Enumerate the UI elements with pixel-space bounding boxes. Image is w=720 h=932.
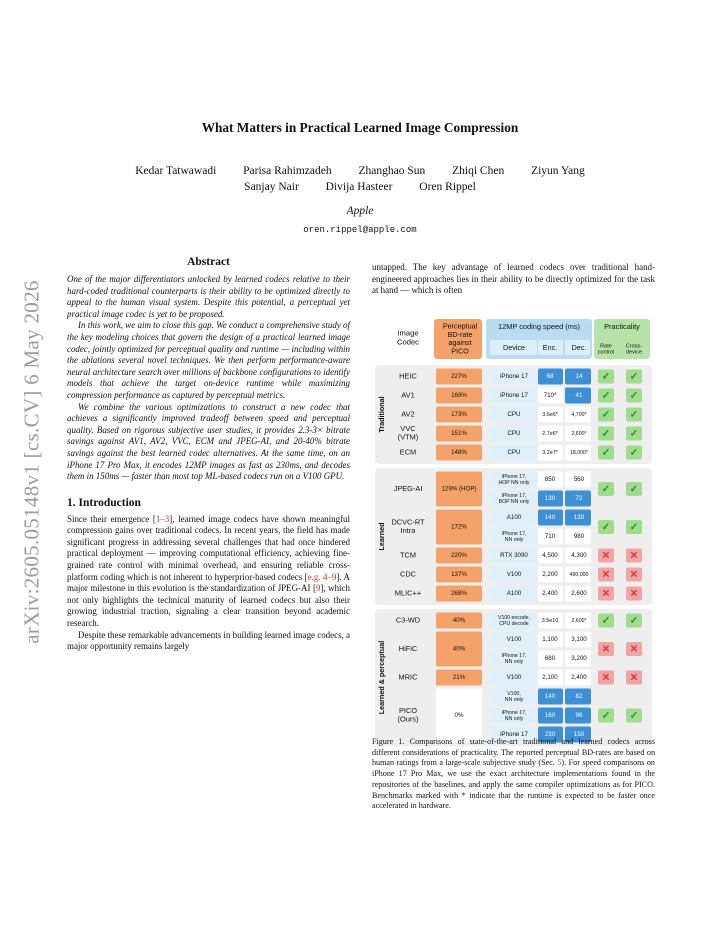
cross-icon: ✕	[629, 588, 639, 600]
codec-name: MLIC++	[394, 588, 422, 598]
device-name: V100	[506, 674, 522, 682]
group-label: Traditional	[376, 396, 386, 433]
bd-rate-value: 40%	[452, 645, 466, 653]
enc-value: 140	[544, 514, 556, 522]
dec-value: 150	[573, 731, 585, 739]
device-name: CPU decode	[499, 620, 529, 627]
author: Kedar Tatwawadi	[135, 165, 217, 177]
arxiv-sidebar-id	[14, 262, 50, 662]
text-run: ). For speed comparisons on iPhone 17 Pro Max, we use the exact architecture implementations found in the repositories of the baselines, and apply the same compiler optimizations as for PICO. Benchmarks marked with * indicate that the runtime is expected to be faster once accelerated in hardware.	[372, 758, 655, 811]
device-name: V100 encode,	[497, 614, 531, 621]
codec-name: AV1	[401, 390, 415, 400]
bd-rate-value: 172%	[451, 523, 467, 531]
enc-value: 2,200	[542, 571, 558, 579]
dec-value: 96	[575, 712, 583, 720]
dec-value: 41	[575, 392, 583, 400]
codec-name: Intra	[400, 526, 416, 536]
abstract-heading: Abstract	[187, 256, 230, 268]
dec-value: 2,400	[571, 674, 587, 682]
device-name: V100	[506, 571, 522, 579]
check-icon: ✓	[601, 409, 611, 421]
text-run: ], learned image codecs have shown meaningful compression gains over traditional codecs. In recent years, the field has made significant progress in addressing several challenges that had once hindered practical deployment — improving computational efficiency, achieving fine-grained rate control with minimal overhead, and ensuring reliable cross-platform coding which is not inherent to hyperprior-based codecs [	[67, 513, 351, 582]
check-icon: ✓	[601, 390, 611, 402]
author: Zhanghao Sun	[358, 165, 426, 177]
device-header: Device	[503, 342, 525, 352]
cross-device-header: device	[625, 349, 643, 356]
codec-name: VVC	[400, 424, 416, 434]
enc-value: 2,400	[542, 590, 558, 598]
dec-value: 4,300	[571, 552, 587, 560]
contact-email[interactable]: oren.rippel@apple.com	[303, 225, 417, 235]
bd-rate-header: Perceptual	[442, 321, 478, 331]
cross-icon: ✕	[601, 672, 611, 684]
author: Sanjay Nair	[244, 181, 299, 193]
device-name: iPhone 17,	[501, 709, 527, 716]
bd-rate-value: 0%	[454, 712, 464, 720]
rate-control-header: control	[597, 349, 615, 356]
device-name: iPhone 17,	[501, 492, 527, 499]
bd-rate-value: 40%	[452, 617, 466, 625]
device-name: CPU	[507, 449, 521, 457]
comparison-table-figure	[372, 314, 655, 739]
cross-icon: ✕	[601, 644, 611, 656]
check-icon: ✓	[601, 615, 611, 627]
check-icon: ✓	[629, 710, 639, 722]
abstract-paragraph: In this work, we aim to close this gap. We conduct a comprehensive study of the key modeling choices that govern the design of a practical learned image codec, jointly optimized for perceptual quality and runtime — including within the ablations several novel techniques. We then perform performance-aware neural architecture search over millions of backbone configurations to identify models that achieve the target on-device runtime while maximizing compression performance as captured by perceptual metrics.	[67, 320, 350, 400]
codec-name: AV2	[401, 409, 415, 419]
author-line-2	[60, 179, 660, 195]
check-icon: ✓	[601, 522, 611, 534]
rate-control-header: Rate	[600, 343, 612, 350]
figure-1	[372, 314, 655, 739]
device-name: A100	[506, 514, 522, 522]
dec-value: 14	[575, 373, 583, 381]
bd-rate-value: 173%	[451, 411, 467, 419]
dec-value: 82	[575, 693, 583, 701]
bd-rate-header: PICO	[451, 346, 469, 356]
dec-header: Dec.	[571, 342, 587, 352]
dec-value: 18,000*	[570, 449, 588, 456]
enc-value: 850	[544, 476, 556, 484]
bd-rate-value: 151%	[451, 430, 467, 438]
device-name: BOP NN only	[498, 498, 530, 505]
bd-rate-value: 268%	[451, 590, 467, 598]
author: Parisa Rahimzadeh	[243, 165, 332, 177]
codec-name: CDC	[399, 569, 417, 579]
enc-value: 1,100	[542, 636, 558, 644]
intro-paragraph-continued: untapped. The key advantage of learned codecs over traditional hand-engineered approaches lies in their ability to be directly optimized for the task at hand — which is often	[372, 262, 655, 296]
right-column	[372, 262, 655, 297]
enc-value: 2,100	[542, 674, 558, 682]
bd-rate-value: 21%	[452, 674, 466, 682]
abstract-section	[67, 256, 350, 483]
cross-icon: ✕	[601, 588, 611, 600]
device-name: HOP NN only	[498, 479, 530, 486]
arxiv-id-text: arXiv:2605.05148v1 [cs.CV] 6 May 2026	[19, 280, 44, 644]
codec-name: TCM	[399, 550, 417, 560]
enc-value: 230	[544, 731, 556, 739]
left-column	[67, 256, 350, 653]
device-name: iPhone 17,	[501, 473, 527, 480]
bd-rate-header: against	[448, 338, 472, 348]
check-icon: ✓	[629, 409, 639, 421]
enc-value: 710	[544, 533, 556, 541]
device-name: A100	[506, 590, 522, 598]
dec-value: 130	[573, 514, 585, 522]
author: Divija Hasteer	[325, 181, 393, 193]
cross-device-header: Cross-	[625, 343, 643, 350]
bd-rate-value: 137%	[451, 571, 467, 579]
enc-value: 68	[546, 373, 554, 381]
check-icon: ✓	[629, 615, 639, 627]
bd-rate-value: 129% (HOP)	[441, 485, 477, 493]
speed-header: 12MP coding speed (ms)	[497, 321, 581, 331]
dec-value: 560	[573, 476, 585, 484]
device-name: iPhone 17,	[501, 530, 527, 537]
device-name: CPU	[507, 430, 521, 438]
device-name: NN only	[504, 696, 524, 703]
enc-value: 680	[544, 655, 556, 663]
bd-rate-header: BD-rate	[447, 329, 473, 339]
check-icon: ✓	[601, 447, 611, 459]
cross-icon: ✕	[601, 569, 611, 581]
author-list	[60, 163, 660, 195]
dec-value: 72	[575, 495, 583, 503]
dec-value: 3,200	[571, 655, 587, 663]
device-name: iPhone 17	[500, 373, 528, 381]
check-icon: ✓	[629, 447, 639, 459]
affiliation: Apple	[346, 205, 374, 217]
cross-icon: ✕	[629, 672, 639, 684]
check-icon: ✓	[629, 428, 639, 440]
codec-name: ECM	[399, 447, 417, 457]
author-line-1	[60, 163, 660, 179]
device-name: V100,	[507, 690, 521, 697]
enc-value: 710*	[543, 392, 557, 400]
dec-value: 3,100	[571, 636, 587, 644]
enc-value: 130	[544, 495, 556, 503]
author: Oren Rippel	[419, 181, 476, 193]
device-name: iPhone 17,	[501, 652, 527, 659]
enc-value: 3.5e10	[541, 617, 559, 624]
check-icon: ✓	[601, 371, 611, 383]
dec-value: 2,600*	[571, 617, 587, 624]
check-icon: ✓	[601, 484, 611, 496]
enc-value: 160	[544, 712, 556, 720]
citation-link[interactable]: e.g. 4–9	[307, 571, 337, 582]
section-heading-introduction: 1. Introduction	[67, 496, 141, 509]
bd-rate-value: 169%	[451, 392, 467, 400]
device-name: V100	[506, 636, 522, 644]
dec-value: 4,700*	[571, 411, 587, 418]
citation-link[interactable]: 9	[315, 583, 321, 594]
bd-rate-value: 227%	[451, 373, 467, 381]
device-name: NN only	[504, 715, 524, 722]
enc-value: 3.6e6*	[542, 411, 558, 418]
check-icon: ✓	[629, 390, 639, 402]
bd-rate-value: 220%	[451, 552, 467, 560]
text-run: Figure 1. Comparisons of state-of-the-art traditional and learned codecs across different considerations of practicality. The reported perceptual BD-rates are based on human ratings from a large-scale subjective study (Sec.	[372, 737, 655, 768]
text-run: ], which not only highlights the technical maturity of learned codecs but also their growing industrial traction, signaling a clear transition beyond academic research.	[67, 583, 350, 629]
enc-value: 3.2e7*	[542, 449, 558, 456]
citation-link[interactable]: 5	[557, 758, 562, 768]
paper-title: What Matters in Practical Learned Image Compression	[201, 120, 519, 135]
codec-name: JPEG-AI	[393, 483, 423, 493]
dec-value: 490,000	[569, 571, 589, 578]
group-label: Learned	[376, 522, 386, 551]
enc-value: 140	[544, 693, 556, 701]
codec-name: PICO	[398, 706, 418, 716]
codec-name: (Ours)	[397, 714, 419, 724]
abstract-paragraph: We combine the various optimizations to construct a new codec that achieves a significantly improved tradeoff between speed and perceptual quality. Based on rigorous subjective user studies, it provides 2.3-3× bitrate savings against AV1, AV2, VVC, ECM and JPEG-AI, and 20-40% bitrate savings against the best learned codec alternatives. At the same time, on an iPhone 17 Pro Max, it encodes 12MP images as fast as 230ms, and decodes them in 150ms — faster than most top ML-based codecs run on a V100 GPU.	[67, 401, 350, 482]
citation-link[interactable]: 1–3	[155, 513, 170, 524]
device-name: iPhone 17	[500, 392, 528, 400]
dec-value: 2,600	[571, 590, 587, 598]
check-icon: ✓	[629, 484, 639, 496]
codec-name: HEIC	[399, 371, 417, 381]
author: Zhiqi Chen	[452, 165, 505, 177]
intro-paragraph	[67, 514, 350, 630]
group-label: Learned & perceptual	[376, 640, 386, 715]
codec-header: Codec	[397, 337, 419, 347]
codec-name: HiFiC	[398, 643, 418, 653]
enc-header: Enc.	[542, 342, 558, 352]
intro-paragraph: Despite these remarkable advancements in building learned image codecs, a major opportunity remains largely	[67, 629, 350, 652]
dec-value: 2,600*	[571, 430, 587, 437]
abstract-paragraph: One of the major differentiators unlocked by learned codecs relative to their hard-coded traditional counterparts is their ability to be optimized directly to appeal to the human visual system. Despite this potential, a perceptual yet practical image codec is yet to be proposed.	[67, 274, 350, 319]
enc-value: 4,500	[542, 552, 558, 560]
cross-icon: ✕	[629, 644, 639, 656]
codec-name: C3-WD	[395, 615, 421, 625]
cross-icon: ✕	[601, 550, 611, 562]
check-icon: ✓	[629, 522, 639, 534]
text-run: ]. A major milestone in this evolution is the standardization of JPEG-AI [	[67, 571, 350, 594]
codec-name: (VTM)	[397, 432, 419, 442]
bd-rate-value: 148%	[451, 449, 467, 457]
dec-value: 980	[573, 533, 585, 541]
cross-icon: ✕	[629, 550, 639, 562]
codec-name: MRIC	[398, 672, 418, 682]
text-run: Since their emergence [	[67, 513, 156, 524]
device-name: CPU	[507, 411, 521, 419]
check-icon: ✓	[601, 710, 611, 722]
check-icon: ✓	[629, 371, 639, 383]
device-name: NN only	[504, 536, 524, 543]
author: Ziyun Yang	[531, 165, 585, 177]
device-name: NN only	[504, 658, 524, 665]
check-icon: ✓	[601, 428, 611, 440]
figure-caption	[372, 737, 655, 812]
enc-value: 2.7e6*	[542, 430, 558, 437]
practicality-header: Practicality	[604, 321, 640, 331]
device-name: iPhone 17	[500, 731, 528, 739]
codec-name: DCVC-RT	[391, 517, 425, 527]
device-name: RTX 3090	[500, 552, 528, 560]
cross-icon: ✕	[629, 569, 639, 581]
codec-header: Image	[397, 328, 419, 338]
